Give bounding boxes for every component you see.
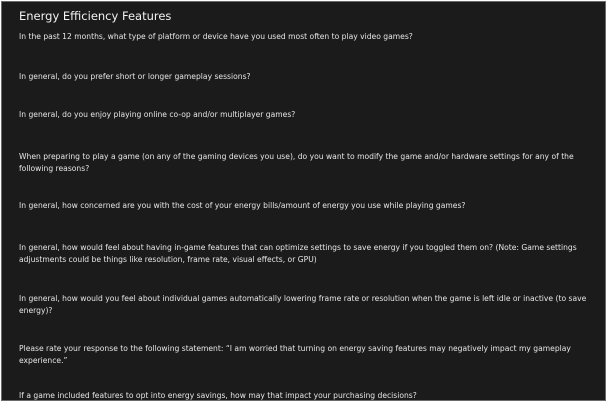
question-purchasing: If a game included features to opt into energy savings, how may that impact your purchasing decisions? (19, 391, 417, 400)
question-modify-settings: When preparing to play a game (on any of the gaming devices you use), do you want to modify the game and/or hardware settings for any of the following reasons? (19, 152, 574, 173)
question-gameplay-impact: Please rate your response to the following statement: “I am worried that turning on energy saving features may negatively impact my gameplay experience.” (19, 344, 571, 365)
question-optimize-features: In general, how would feel about having in-game features that can optimize settings to save energy if you toggled them on? (Note: Game settings adjustments could be things like resolution, frame rate, visual effects, or GPU) (19, 243, 577, 264)
question-energy-cost: In general, how concerned are you with the cost of your energy bills/amount of energy you use while playing games? (19, 201, 466, 210)
question-session-length: In general, do you prefer short or longer gameplay sessions? (19, 72, 251, 81)
question-multiplayer: In general, do you enjoy playing online co-op and/or multiplayer games? (19, 110, 296, 119)
question-platform: In the past 12 months, what type of platform or device have you used most often to play video games? (19, 32, 413, 41)
section-title: Energy Efficiency Features (19, 9, 172, 23)
question-idle-lowering: In general, how would you feel about individual games automatically lowering frame rate or resolution when the game is left idle or inactive (to save energy)? (19, 294, 587, 315)
survey-panel (1, 1, 606, 401)
